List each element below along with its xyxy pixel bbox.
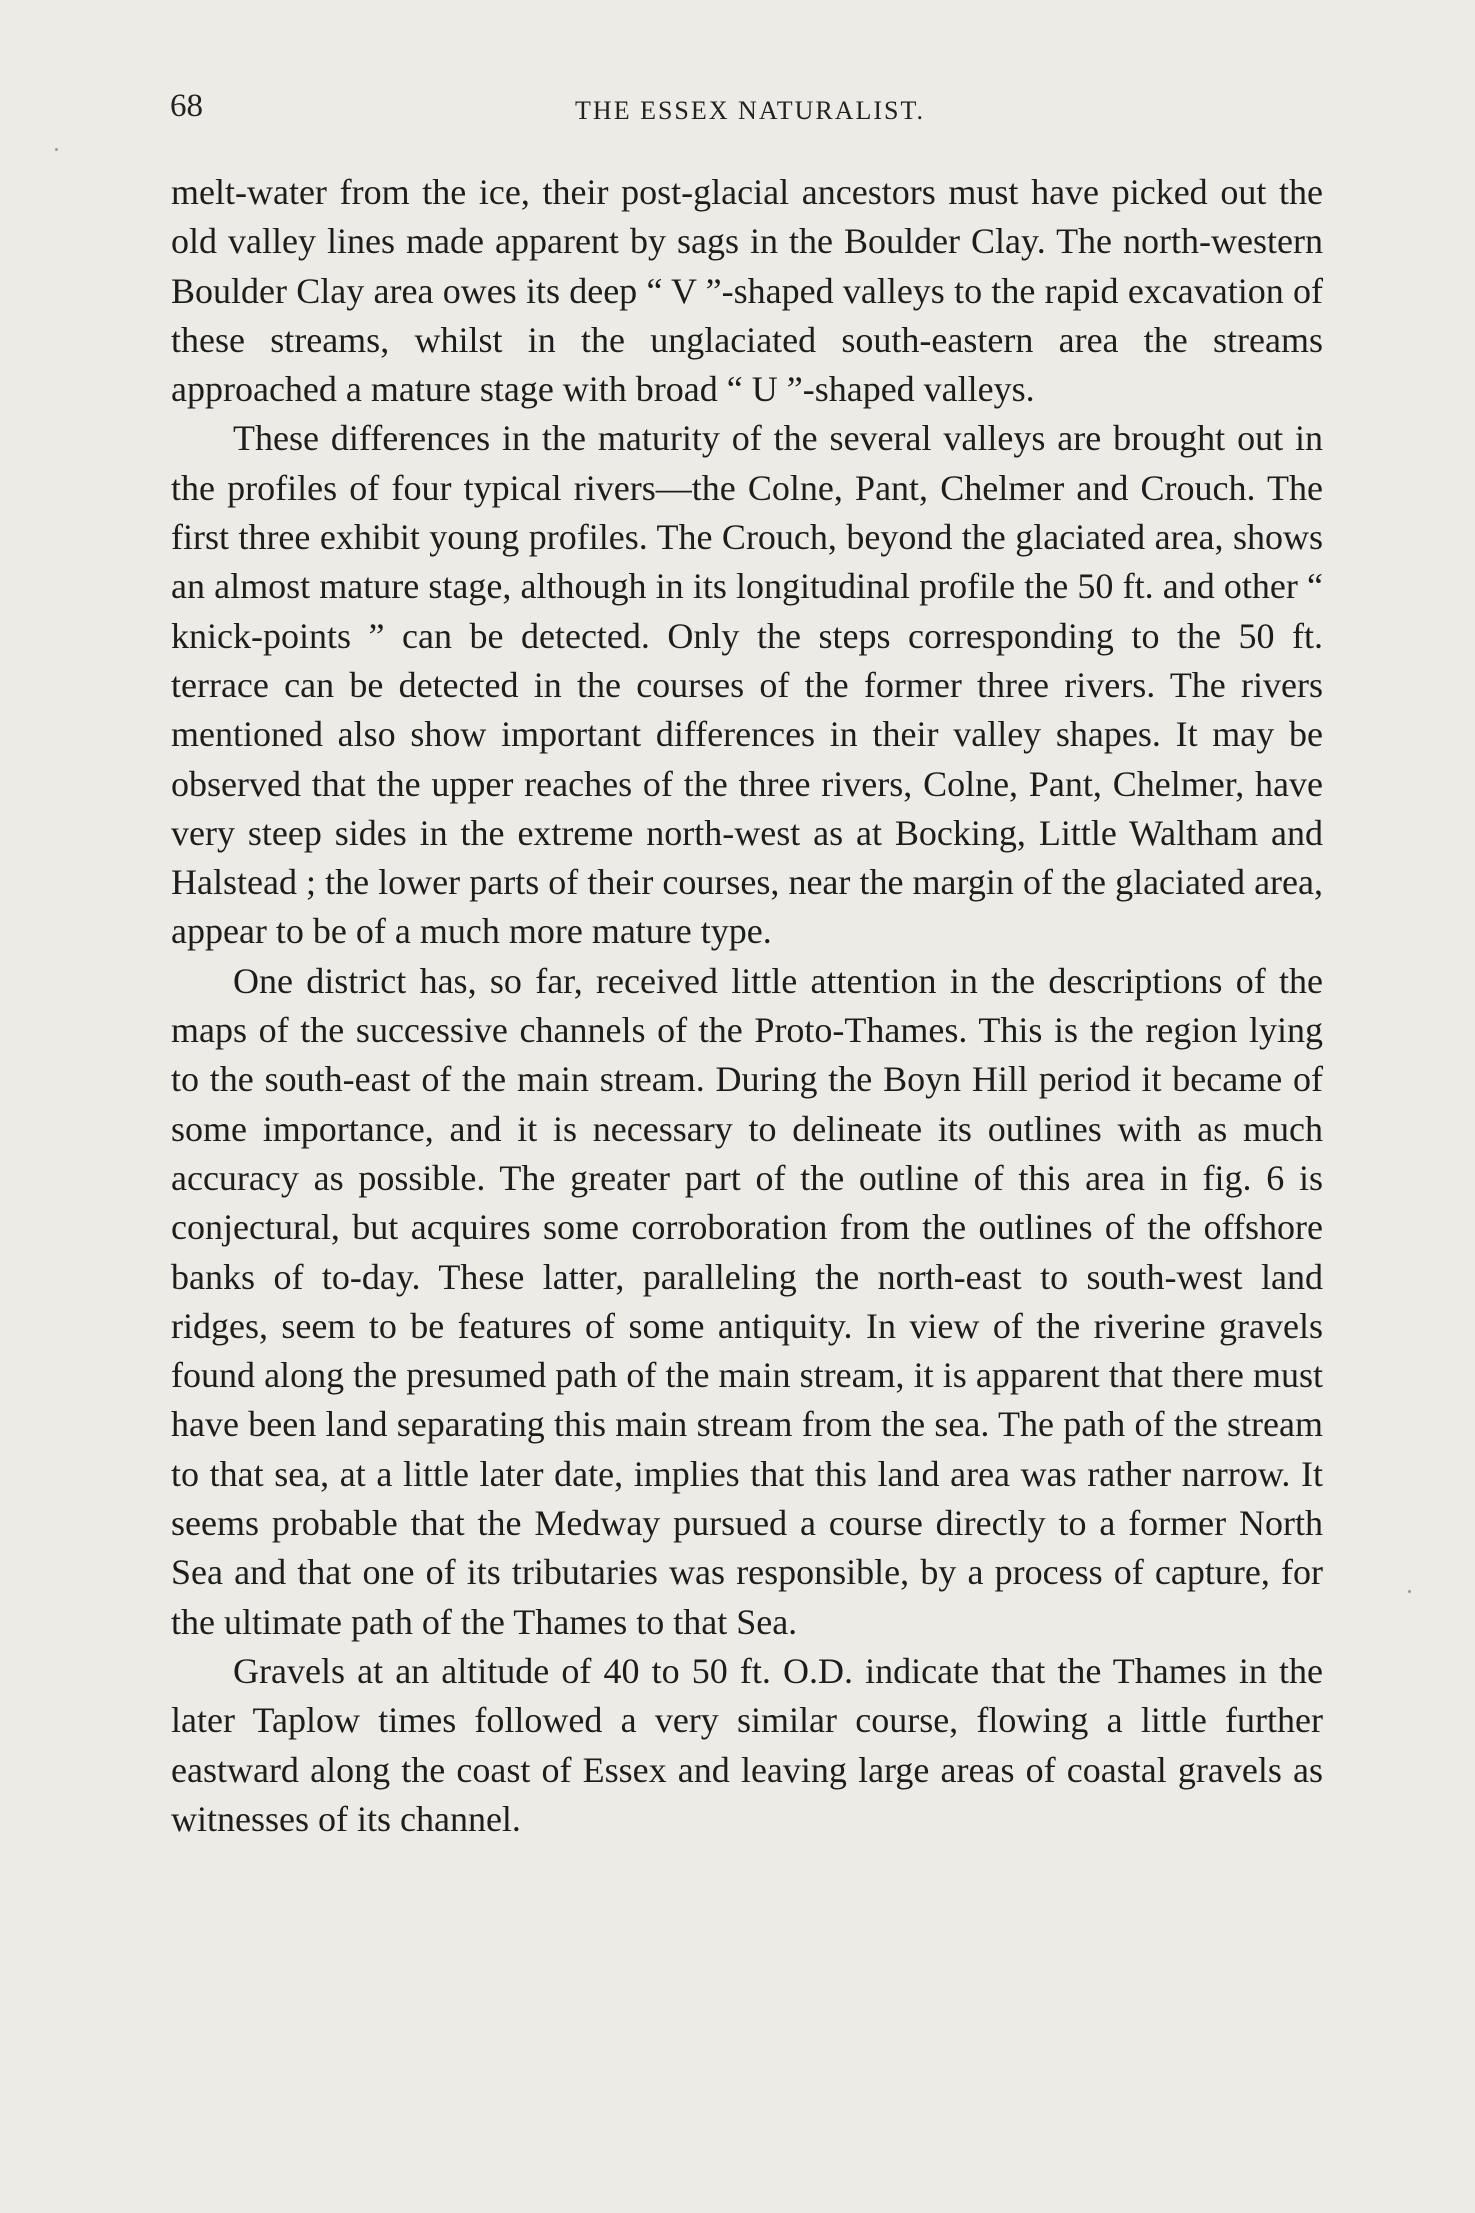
paragraph-4: Gravels at an altitude of 40 to 50 ft. O.D. indicate that the Thames in the later Taplow times followed a very similar course, flowing a little further eastward along the coast of Essex and leaving large areas of coastal gravels as witnesses of its channel. — [171, 1650, 1323, 1839]
paper-speck — [1408, 1590, 1411, 1593]
paragraph-1: melt-water from the ice, their post-glacial ancestors must have picked out the old valley lines made apparent by sags in the Boulder Clay. The north-western Boulder Clay area owes its deep “ V ”-shaped valleys to the rapid excavation of these streams, whilst in the unglaciated south-eastern area the streams approached a mature stage with broad “ U ”-shaped valleys. — [171, 172, 1323, 410]
paper-speck — [55, 148, 58, 151]
paragraph-3: One district has, so far, received little attention in the descriptions of the maps of the successive channels of the Proto-Thames. This is the region lying to the south-east of the main stream. During the Boyn Hill period it became of some importance, and it is necessary to delineate its outlines with as much accuracy as possible. The greater part of the outline of this area in fig. 6 is conjectural, but acquires some corroboration from the outlines of the offshore banks of to-day. These latter, paralleling the north-east to south-west land ridges, seem to be features of some antiquity. In view of the riverine gravels found along the presumed path of the main stream, it is apparent that there must have been land separating this main stream from the sea. The path of the stream to that sea, at a little later date, implies that this land area was rather narrow. It seems probable that the Medway pursued a course directly to a former North Sea and that one of its tributaries was responsible, by a process of capture, for the ultimate path of the Thames to that Sea. — [171, 960, 1323, 1642]
page-header — [170, 88, 1330, 138]
body-text — [171, 168, 1323, 1844]
page-number: 68 — [170, 88, 203, 124]
paragraph-2: These differences in the maturity of the several valleys are brought out in the profiles of four typical rivers—the Colne, Pant, Chelmer and Crouch. The first three exhibit young profiles. The Crouch, beyond the glaciated area, shows an almost mature stage, although in its longitudinal profile the 50 ft. and other “ knick-points ” can be detected. Only the steps corresponding to the 50 ft. terrace can be detected in the courses of the former three rivers. The rivers mentioned also show important differences in their valley shapes. It may be observed that the upper reaches of the three rivers, Colne, Pant, Chelmer, have very steep sides in the extreme north-west as at Bocking, Little Waltham and Halstead ; the lower parts of their courses, near the margin of the glaciated area, appear to be of a much more mature type. — [171, 418, 1323, 952]
running-title: THE ESSEX NATURALIST. — [575, 96, 925, 125]
